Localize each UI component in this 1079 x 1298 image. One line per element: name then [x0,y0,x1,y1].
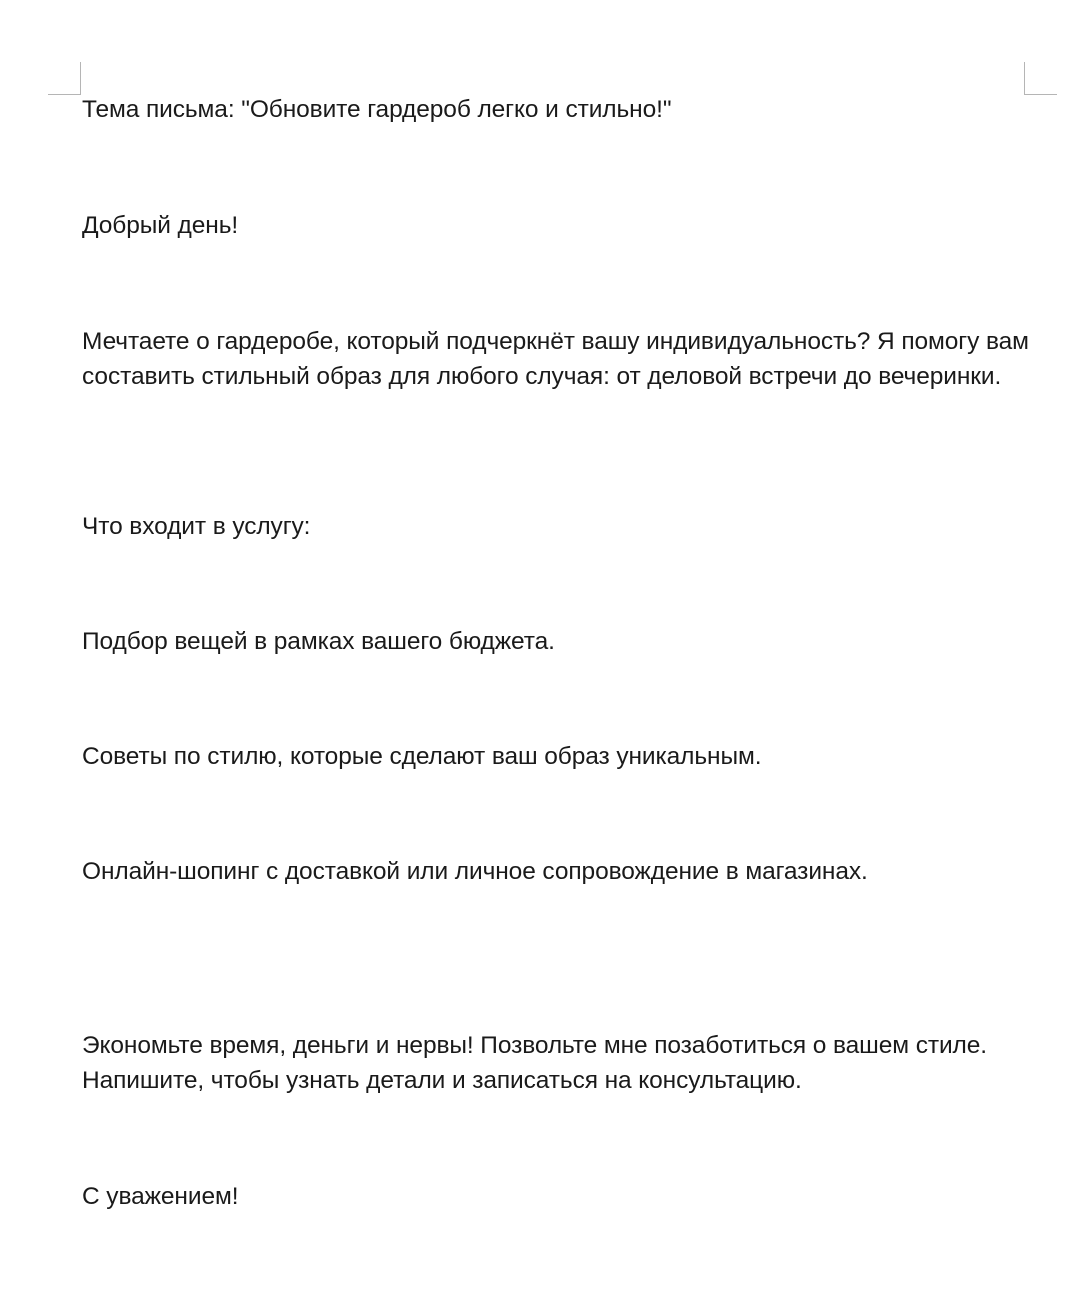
service-item[interactable]: Советы по стилю, которые сделают ваш образ уникальным. [82,743,762,770]
service-includes-heading[interactable]: Что входит в услугу: [82,513,311,540]
intro-paragraph[interactable]: Мечтаете о гардеробе, который подчеркнёт вашу индивидуальность? Я помогу вам составить стильный образ для любого случая: от деловой встречи до вечеринки. [82,328,1029,390]
call-to-action-paragraph[interactable]: Экономьте время, деньги и нервы! Позвольте мне позаботиться о вашем стиле. Напишите, чтобы узнать детали и записаться на консультацию. [82,1032,987,1094]
greeting-paragraph[interactable]: Добрый день! [82,212,239,239]
email-subject-line[interactable]: Тема письма: "Обновите гардероб легко и стильно!" [82,96,672,123]
signoff-paragraph[interactable]: С уважением! [82,1183,239,1210]
top-left-margin-mark [48,62,81,95]
service-item[interactable]: Подбор вещей в рамках вашего бюджета. [82,628,555,655]
top-right-margin-mark [1024,62,1057,95]
service-item[interactable]: Онлайн-шопинг с доставкой или личное сопровождение в магазинах. [82,858,868,885]
